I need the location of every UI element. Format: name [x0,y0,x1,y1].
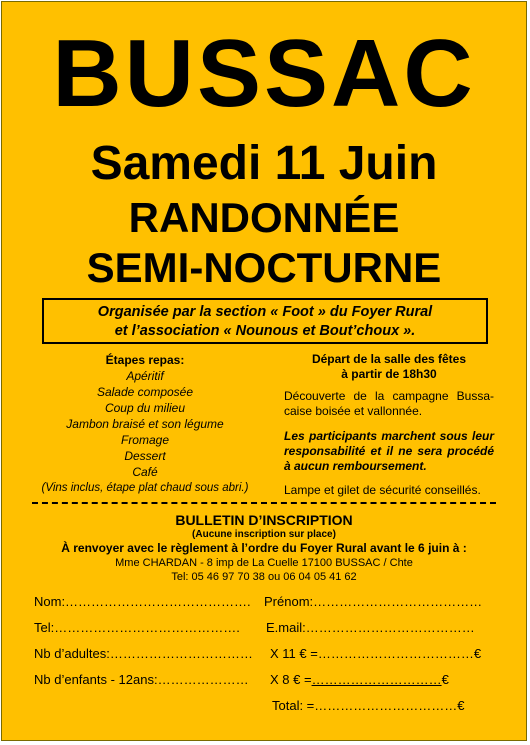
safety-advice: Lampe et gilet de sécurité conseillés. [284,483,481,497]
flyer [1,1,527,741]
registration-instruction: À renvoyer avec le règlement à l’ordre du Foyer Rural avant le 6 juin à : [61,541,467,555]
children-price-line: ………………………… [311,672,442,687]
form-row-name [34,590,504,614]
registration-address: Mme CHARDAN - 8 imp de La Cuelle 17100 BUSSAC / Chte [115,557,413,569]
email-field[interactable]: E.mail:………………………………… [266,620,475,635]
registration-subtitle: (Aucune inscription sur place) [192,529,336,540]
event-name-line1: RANDONNÉE [128,194,400,241]
form-row-children [34,668,504,692]
organizer-line1: Organisée par la section « Foot » du Foyer Rural [97,304,433,320]
registration-form [34,590,504,718]
adults-price-field[interactable]: X 11 € =………………………………€ [270,646,482,661]
event-date: Samedi 11 Juin [90,137,438,190]
meal-note: (Vins inclus, étape plat chaud sous abri.) [41,482,249,494]
meal-item: Apéritif [126,369,164,383]
total-field[interactable]: Total: =……………………………€ [272,698,465,713]
name-field[interactable]: Nom:……………………………………. [34,594,251,609]
form-row-adults [34,642,504,666]
registration-title: BULLETIN D’INSCRIPTION [175,512,353,528]
cut-line-divider [32,502,496,504]
meal-item: Fromage [120,433,170,447]
organizer-box [42,298,488,344]
firstname-field[interactable]: Prénom:………………………………… [264,594,483,609]
adults-count-field[interactable]: Nb d’adultes:…………………………… [34,646,253,661]
meal-stages-heading: Étapes repas: [105,353,185,367]
children-price-suffix: € [441,672,449,687]
organizer-line2: et l’association « Nounous et Bout’choux ». [114,323,416,339]
children-price-field[interactable] [270,668,449,692]
meal-stages [30,352,260,496]
departure-line1: Départ de la salle des fêtes [311,352,467,366]
event-location-title: BUSSAC [52,20,476,127]
event-info [284,352,494,498]
children-price-prefix: X 8 € = [270,672,312,687]
meal-item: Jambon braisé et son légume [66,417,224,431]
meal-item: Coup du milieu [104,401,186,415]
responsibility-warning: Les participants marchent sous leur responsabilité et il ne sera procédé à aucun remboursement. [284,429,494,473]
meal-item: Salade composée [96,385,194,399]
children-count-field[interactable]: Nb d’enfants - 12ans:………………… [34,672,249,687]
form-row-total [34,694,504,718]
event-name-line2: SEMI-NOCTURNE [86,244,442,291]
meal-item: Dessert [124,449,166,463]
registration-header [2,512,526,584]
meal-item: Café [132,465,158,479]
phone-field[interactable]: Tel:……………………………………. [34,620,240,635]
form-row-contact [34,616,504,640]
registration-phone: Tel: 05 46 97 70 38 ou 06 04 05 41 62 [171,571,357,583]
departure-line2: à partir de 18h30 [341,367,437,381]
route-description: Découverte de la campagne Bussa-caise boisée et vallonnée. [284,389,494,418]
